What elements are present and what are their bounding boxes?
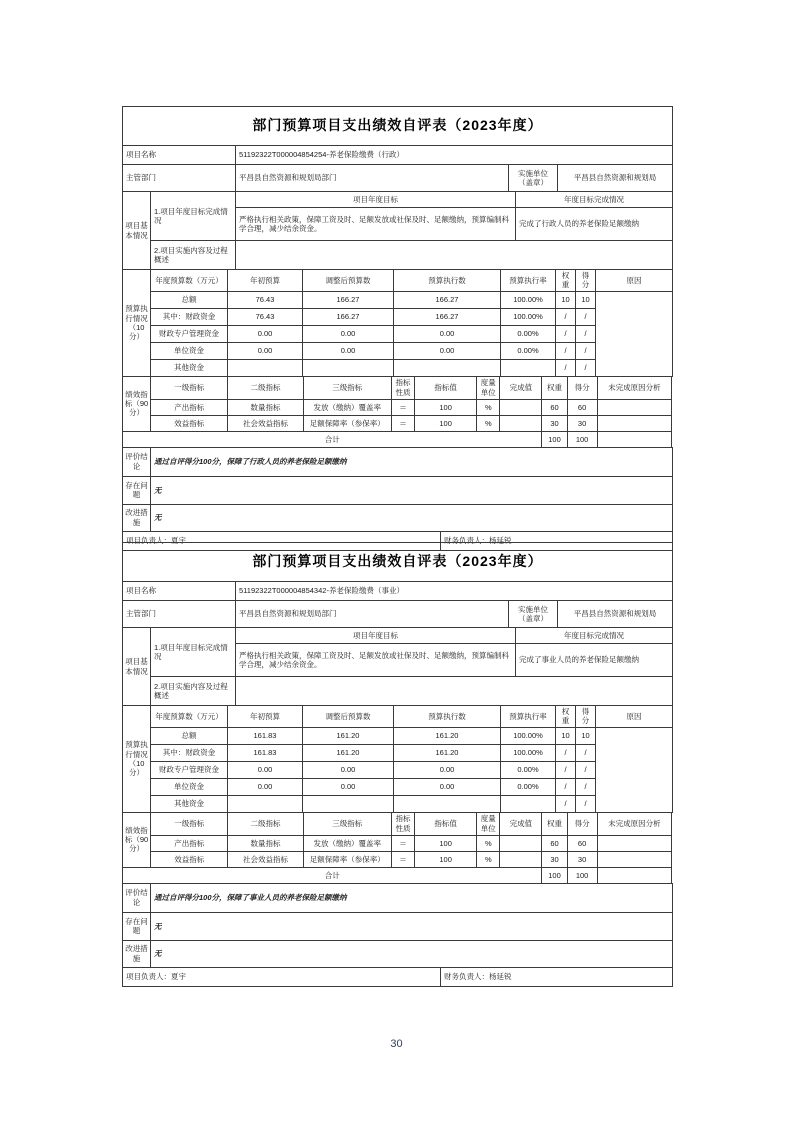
table-row: [123, 778, 673, 795]
budget-adjusted: 0.00: [303, 778, 394, 795]
table-row: [123, 795, 673, 812]
table-row: [123, 325, 673, 342]
form1-budget-table: [122, 269, 673, 377]
budget-score: 10: [576, 727, 596, 744]
goal-item-label: 1.项目年度目标完成情况: [151, 628, 236, 677]
ind-header-nature: 指标性质: [391, 812, 414, 835]
budget-executed: 161.20: [394, 727, 501, 744]
budget-header-weight: 权重: [556, 270, 576, 292]
budget-header-rate: 预算执行率: [501, 270, 556, 292]
annual-goal-header: 项目年度目标: [236, 192, 516, 208]
annual-goal-header: 项目年度目标: [236, 628, 516, 644]
budget-initial: 0.00: [228, 761, 303, 778]
budget-initial: 0.00: [228, 778, 303, 795]
project-name-label: 项目名称: [123, 582, 236, 601]
self-evaluation-form-institution: [122, 543, 672, 987]
finance-manager: 财务负责人：杨延锐: [441, 531, 673, 550]
form2-info-table: [122, 581, 673, 628]
ind-score: 30: [567, 851, 597, 867]
budget-executed: 0.00: [394, 325, 501, 342]
budget-rate: [501, 359, 556, 376]
ind-header-l3: 三级指标: [303, 376, 391, 399]
ind-l3: 发放（缴纳）覆盖率: [303, 835, 391, 851]
goal-completion-header: 年度目标完成情况: [516, 628, 673, 644]
budget-executed: [394, 359, 501, 376]
budget-rate: 0.00%: [501, 325, 556, 342]
budget-header-annual: 年度预算数（万元）: [151, 270, 228, 292]
problems-label: 存在问题: [123, 912, 151, 940]
impl-desc-value: [236, 677, 673, 706]
conclusion-text: 通过自评得分100分，保障了行政人员的养老保险足额缴纳: [151, 447, 673, 476]
budget-weight: /: [556, 795, 576, 812]
budget-weight: 10: [556, 727, 576, 744]
budget-rate: 100.00%: [501, 727, 556, 744]
ind-l1: 效益指标: [151, 415, 228, 431]
project-name-label: 项目名称: [123, 146, 236, 165]
total-score: 100: [567, 867, 597, 883]
budget-executed: 0.00: [394, 778, 501, 795]
ind-unit: %: [477, 835, 500, 851]
ind-l2: 社会效益指标: [228, 851, 303, 867]
ind-reason: [597, 851, 671, 867]
form1-info-table: [122, 145, 673, 192]
ind-header-unit: 度量单位: [477, 376, 500, 399]
ind-l2: 数量指标: [228, 399, 303, 415]
budget-rate: 0.00%: [501, 761, 556, 778]
ind-value: 100: [415, 399, 477, 415]
budget-score: /: [576, 359, 596, 376]
ind-unit: %: [477, 851, 500, 867]
form2-signature-table: [122, 967, 673, 987]
ind-done: [500, 399, 542, 415]
budget-weight: /: [556, 308, 576, 325]
total-reason-cell: [597, 431, 671, 447]
budget-score: /: [576, 761, 596, 778]
improvements-label: 改进措施: [123, 504, 151, 531]
ind-header-l1: 一级指标: [151, 812, 228, 835]
annual-goal-text: 严格执行相关政策，保障工资及时、足额发放或社保及时、足额缴纳，预算编制科学合理，减少结余资金。: [236, 644, 516, 677]
project-name-value: 51192322T000004854254-养老保险缴费（行政）: [236, 146, 673, 165]
budget-executed: 166.27: [394, 308, 501, 325]
ind-nature: ＝: [391, 835, 414, 851]
form1-basic-table: [122, 191, 673, 270]
table-row: [123, 291, 673, 308]
budget-header-weight: 权重: [556, 706, 576, 728]
ind-reason: [597, 835, 671, 851]
budget-weight: /: [556, 744, 576, 761]
budget-header-adjusted: 调整后预算数: [303, 270, 394, 292]
budget-reason-cell: [596, 727, 673, 812]
form1-indicator-table: [122, 376, 672, 448]
total-label: 合计: [123, 867, 542, 883]
budget-weight: 10: [556, 291, 576, 308]
ind-nature: ＝: [391, 851, 414, 867]
dept-label: 主管部门: [123, 601, 236, 628]
impl-unit-label: 实施单位（盖章）: [509, 165, 558, 192]
budget-rate: 100.00%: [501, 744, 556, 761]
budget-initial: 0.00: [228, 342, 303, 359]
budget-adjusted: 0.00: [303, 342, 394, 359]
conclusion-label: 评价结论: [123, 447, 151, 476]
budget-row-label: 总额: [151, 291, 228, 308]
annual-goal-text: 严格执行相关政策，保障工资及时、足额发放或社保及时、足额缴纳，预算编制科学合理，减少结余资金。: [236, 208, 516, 241]
ind-header-done: 完成值: [500, 812, 542, 835]
basic-section-label: 项目基本情况: [123, 192, 151, 270]
project-manager: 项目负责人：夏宇: [123, 531, 441, 550]
budget-header-executed: 预算执行数: [394, 706, 501, 728]
budget-executed: 161.20: [394, 744, 501, 761]
ind-done: [500, 415, 542, 431]
ind-header-value: 指标值: [415, 812, 477, 835]
problems-label: 存在问题: [123, 476, 151, 504]
budget-section-label: 预算执行情况（10分）: [123, 706, 151, 813]
total-weight: 100: [542, 431, 567, 447]
budget-initial: 76.43: [228, 308, 303, 325]
total-score: 100: [567, 431, 597, 447]
budget-weight: /: [556, 342, 576, 359]
ind-header-weight: 权重: [542, 812, 567, 835]
budget-row-label: 财政专户管理资金: [151, 761, 228, 778]
table-row: [123, 744, 673, 761]
ind-weight: 60: [542, 399, 567, 415]
budget-initial: [228, 795, 303, 812]
goal-completion-text: 完成了行政人员的养老保险足额缴纳: [516, 208, 673, 241]
ind-l1: 产出指标: [151, 835, 228, 851]
ind-l1: 效益指标: [151, 851, 228, 867]
budget-adjusted: [303, 795, 394, 812]
impl-unit-value: 平昌县自然资源和规划局: [558, 601, 673, 628]
form-title: 部门预算项目支出绩效自评表（2023年度）: [123, 107, 673, 146]
budget-executed: 166.27: [394, 291, 501, 308]
budget-row-label: 其中：财政资金: [151, 744, 228, 761]
ind-header-nature: 指标性质: [391, 376, 414, 399]
ind-header-score: 得分: [567, 812, 597, 835]
impl-desc-label: 2.项目实施内容及过程概述: [151, 677, 236, 706]
project-manager: 项目负责人：夏宇: [123, 967, 441, 986]
budget-adjusted: 161.20: [303, 744, 394, 761]
budget-initial: [228, 359, 303, 376]
form2-conclusion-table: [122, 883, 673, 968]
budget-row-label: 总额: [151, 727, 228, 744]
budget-initial: 0.00: [228, 325, 303, 342]
ind-header-l3: 三级指标: [303, 812, 391, 835]
budget-row-label: 财政专户管理资金: [151, 325, 228, 342]
table-row: [123, 359, 673, 376]
budget-row-label: 单位资金: [151, 342, 228, 359]
table-row: [123, 727, 673, 744]
project-name-value: 51192322T000004854342-养老保险缴费（事业）: [236, 582, 673, 601]
ind-unit: %: [477, 415, 500, 431]
ind-unit: %: [477, 399, 500, 415]
ind-l3: 发放（缴纳）覆盖率: [303, 399, 391, 415]
budget-reason-cell: [596, 291, 673, 376]
total-label: 合计: [123, 431, 542, 447]
ind-l2: 数量指标: [228, 835, 303, 851]
budget-executed: 0.00: [394, 342, 501, 359]
ind-weight: 30: [542, 415, 567, 431]
budget-score: /: [576, 744, 596, 761]
budget-adjusted: 0.00: [303, 761, 394, 778]
ind-score: 60: [567, 399, 597, 415]
budget-header-score: 得分: [576, 270, 596, 292]
budget-score: /: [576, 342, 596, 359]
budget-adjusted: [303, 359, 394, 376]
ind-score: 60: [567, 835, 597, 851]
indicator-section-label: 绩效指标（90分）: [123, 376, 151, 431]
form2-indicator-table: [122, 812, 672, 884]
form1-conclusion-table: [122, 447, 673, 532]
goal-completion-text: 完成了事业人员的养老保险足额缴纳: [516, 644, 673, 677]
problems-text: 无: [151, 476, 673, 504]
budget-executed: 0.00: [394, 761, 501, 778]
goal-completion-header: 年度目标完成情况: [516, 192, 673, 208]
budget-score: 10: [576, 291, 596, 308]
total-weight: 100: [542, 867, 567, 883]
improvements-text: 无: [151, 940, 673, 967]
budget-rate: 0.00%: [501, 342, 556, 359]
conclusion-text: 通过自评得分100分，保障了事业人员的养老保险足额缴纳: [151, 883, 673, 912]
budget-rate: 100.00%: [501, 291, 556, 308]
ind-l2: 社会效益指标: [228, 415, 303, 431]
ind-header-reason: 未完成原因分析: [597, 812, 671, 835]
ind-header-reason: 未完成原因分析: [597, 376, 671, 399]
budget-score: /: [576, 308, 596, 325]
budget-initial: 161.83: [228, 744, 303, 761]
ind-weight: 30: [542, 851, 567, 867]
basic-section-label: 项目基本情况: [123, 628, 151, 706]
budget-header-rate: 预算执行率: [501, 706, 556, 728]
budget-header-annual: 年度预算数（万元）: [151, 706, 228, 728]
budget-adjusted: 166.27: [303, 308, 394, 325]
ind-l3: 足额保障率（参保率）: [303, 851, 391, 867]
budget-section-label: 预算执行情况（10分）: [123, 270, 151, 377]
budget-header-initial: 年初预算: [228, 706, 303, 728]
budget-header-adjusted: 调整后预算数: [303, 706, 394, 728]
ind-nature: ＝: [391, 399, 414, 415]
dept-label: 主管部门: [123, 165, 236, 192]
finance-manager: 财务负责人：杨延锐: [441, 967, 673, 986]
form1-title-table: [122, 106, 673, 146]
budget-weight: /: [556, 359, 576, 376]
improvements-label: 改进措施: [123, 940, 151, 967]
ind-done: [500, 835, 542, 851]
ind-header-weight: 权重: [542, 376, 567, 399]
budget-header-reason: 原因: [596, 270, 673, 292]
improvements-text: 无: [151, 504, 673, 531]
table-row: [123, 399, 672, 415]
self-evaluation-form-admin: [122, 107, 672, 551]
ind-header-score: 得分: [567, 376, 597, 399]
budget-score: /: [576, 795, 596, 812]
budget-initial: 76.43: [228, 291, 303, 308]
impl-unit-value: 平昌县自然资源和规划局: [558, 165, 673, 192]
ind-done: [500, 851, 542, 867]
form2-basic-table: [122, 627, 673, 706]
budget-adjusted: 0.00: [303, 325, 394, 342]
conclusion-label: 评价结论: [123, 883, 151, 912]
dept-value: 平昌县自然资源和规划局部门: [236, 601, 509, 628]
budget-rate: 0.00%: [501, 778, 556, 795]
table-row: [123, 308, 673, 325]
budget-row-label: 其中：财政资金: [151, 308, 228, 325]
ind-header-unit: 度量单位: [477, 812, 500, 835]
impl-desc-value: [236, 241, 673, 270]
budget-executed: [394, 795, 501, 812]
budget-row-label: 其他资金: [151, 795, 228, 812]
budget-header-reason: 原因: [596, 706, 673, 728]
budget-initial: 161.83: [228, 727, 303, 744]
page-number: 30: [390, 1038, 403, 1050]
ind-value: 100: [415, 851, 477, 867]
budget-adjusted: 161.20: [303, 727, 394, 744]
form2-title-table: [122, 542, 673, 582]
impl-desc-label: 2.项目实施内容及过程概述: [151, 241, 236, 270]
ind-reason: [597, 399, 671, 415]
ind-value: 100: [415, 835, 477, 851]
table-row: [123, 415, 672, 431]
budget-weight: /: [556, 778, 576, 795]
ind-header-l2: 二级指标: [228, 376, 303, 399]
budget-row-label: 单位资金: [151, 778, 228, 795]
budget-rate: [501, 795, 556, 812]
table-row: [123, 851, 672, 867]
dept-value: 平昌县自然资源和规划局部门: [236, 165, 509, 192]
table-row: [123, 342, 673, 359]
budget-header-score: 得分: [576, 706, 596, 728]
problems-text: 无: [151, 912, 673, 940]
ind-score: 30: [567, 415, 597, 431]
table-row: [123, 761, 673, 778]
impl-unit-label: 实施单位（盖章）: [509, 601, 558, 628]
ind-nature: ＝: [391, 415, 414, 431]
table-row: [123, 835, 672, 851]
budget-header-initial: 年初预算: [228, 270, 303, 292]
ind-header-done: 完成值: [500, 376, 542, 399]
ind-l3: 足额保障率（参保率）: [303, 415, 391, 431]
form2-budget-table: [122, 705, 673, 813]
ind-reason: [597, 415, 671, 431]
ind-header-l2: 二级指标: [228, 812, 303, 835]
form-title: 部门预算项目支出绩效自评表（2023年度）: [123, 543, 673, 582]
budget-score: /: [576, 325, 596, 342]
indicator-section-label: 绩效指标（90分）: [123, 812, 151, 867]
budget-adjusted: 166.27: [303, 291, 394, 308]
ind-value: 100: [415, 415, 477, 431]
total-reason-cell: [597, 867, 671, 883]
budget-score: /: [576, 778, 596, 795]
ind-weight: 60: [542, 835, 567, 851]
ind-l1: 产出指标: [151, 399, 228, 415]
goal-item-label: 1.项目年度目标完成情况: [151, 192, 236, 241]
budget-rate: 100.00%: [501, 308, 556, 325]
budget-weight: /: [556, 761, 576, 778]
budget-header-executed: 预算执行数: [394, 270, 501, 292]
ind-header-l1: 一级指标: [151, 376, 228, 399]
ind-header-value: 指标值: [415, 376, 477, 399]
budget-row-label: 其他资金: [151, 359, 228, 376]
budget-weight: /: [556, 325, 576, 342]
